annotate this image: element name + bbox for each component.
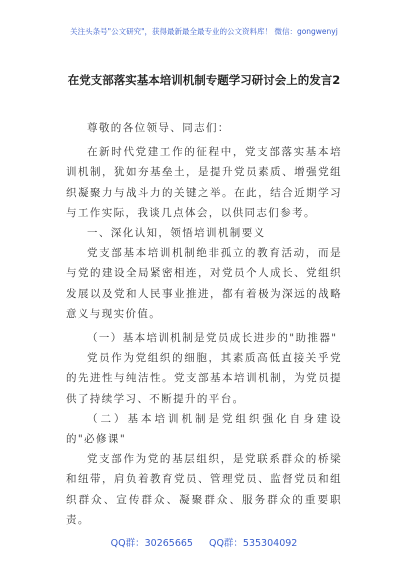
- document-body: [66, 118, 342, 530]
- paragraph-intro: 在新时代党建工作的征程中，党支部落实基本培训机制，犹如夯基垒土，是提升党员素质、增强党组织凝聚力与战斗力的关键之举。在此，结合近期学习与工作实际，我谈几点体会，以供同志们参考。: [66, 146, 342, 219]
- paragraph-subsection-1: 党员作为党组织的细胞，其素质高低直接关乎党的先进性与纯洁性。党支部基本培训机制，为党员提供了持续学习、不断提升的平台。: [66, 352, 342, 405]
- document-title: 在党支部落实基本培训机制专题学习研讨会上的发言2: [67, 73, 341, 87]
- header-banner: 关注头条号"公文研究"，获得最新最全最专业的公文资料库！ 微信：gongwenyj: [70, 27, 338, 36]
- subheading-2: （二）基本培训机制是党组织强化自身建设的"必修课": [66, 412, 342, 446]
- qq-group-1: QQ群：30265665: [110, 538, 193, 549]
- subheading-1: （一）基本培训机制是党员成长进步的"助推器": [87, 332, 338, 345]
- paragraph-subsection-2: 党支部作为党的基层组织，是党联系群众的桥梁和纽带，肩负着教育党员、管理党员、监督党员和组织群众、宣传群众、凝聚群众、服务群众的重要职责。: [66, 453, 342, 526]
- qq-group-2: QQ群：535304092: [208, 538, 298, 549]
- section-heading-1: 一、深化认知，领悟培训机制要义: [87, 227, 266, 240]
- paragraph-section-1: 党支部基本培训机制绝非孤立的教育活动，而是与党的建设全局紧密相连，对党员个人成长、党组织发展以及党和人民事业推进，都有着极为深远的战略意义与现实价值。: [66, 247, 342, 320]
- greeting: 尊敬的各位领导、同志们：: [87, 122, 230, 134]
- footer-banner: [0, 535, 408, 549]
